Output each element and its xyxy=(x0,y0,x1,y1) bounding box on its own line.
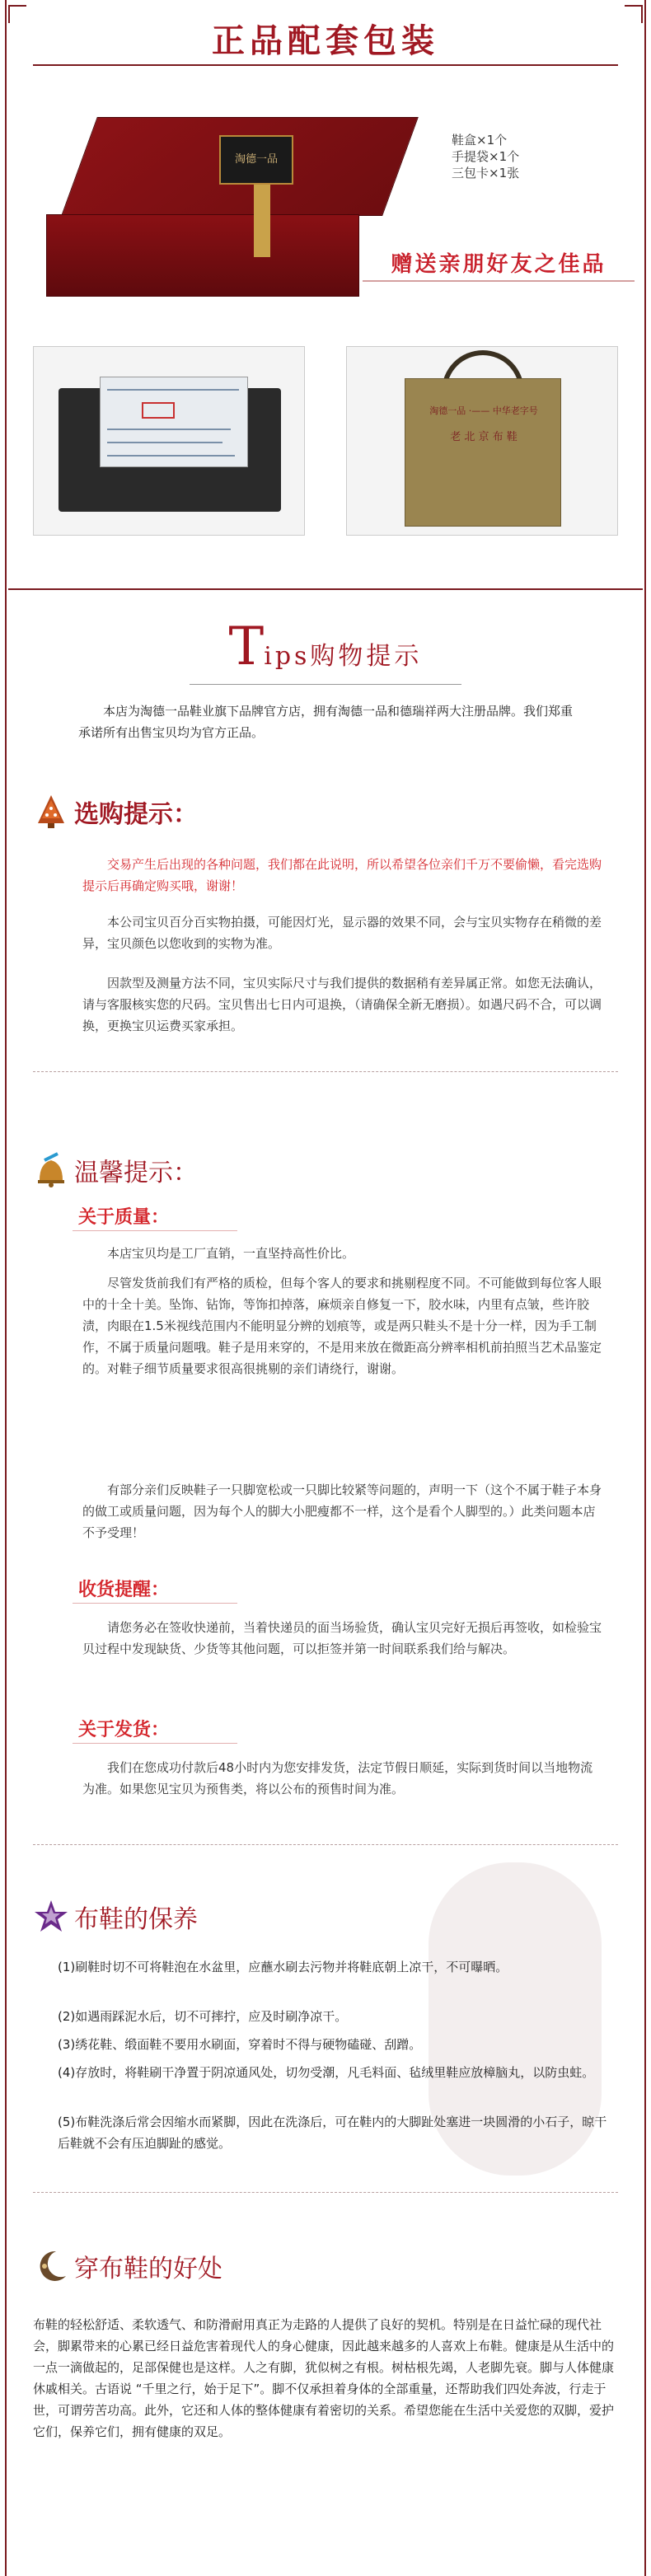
tips-heading xyxy=(0,616,651,677)
red-stamp xyxy=(142,402,175,419)
shipping-title: 关于发货： xyxy=(78,1720,170,1740)
divider xyxy=(73,1230,237,1231)
divider xyxy=(363,280,635,282)
warm-tips-header xyxy=(33,1145,198,1195)
moon-icon xyxy=(33,2248,69,2284)
dashed-divider xyxy=(33,2192,618,2193)
tote-bag-photo xyxy=(346,346,618,536)
star-icon xyxy=(33,1899,69,1935)
tree-icon xyxy=(33,794,69,830)
selection-title: 选购提示： xyxy=(74,800,198,829)
warranty-card-photo xyxy=(33,346,305,536)
shoe-box-image xyxy=(30,92,417,315)
bag-product-text: 老 北 京 布 鞋 xyxy=(450,431,518,443)
quality-paragraph: 有部分亲们反映鞋子一只脚宽松或一只脚比较紧等问题的，声明一下（这个不属于鞋子本身的做工或质量问题，因为每个人的脚大小肥瘦都不一样，这个是看个人脚型的。）此类问题本店不予受理！ xyxy=(82,1482,602,1540)
quality-title: 关于质量： xyxy=(78,1207,170,1228)
bell-icon xyxy=(33,1152,69,1188)
tips-big-letter: T xyxy=(228,616,265,677)
selection-warning: 交易产生后出现的各种问题，我们都在此说明，所以希望各位亲们千万不要偷懒，看完选购提示后再确定购买哦，谢谢！ xyxy=(82,857,602,893)
care-item: (4)存放时，将鞋刷干净置于阴凉通风处，切勿受潮，凡毛料面、毡绒里鞋应放樟脑丸，以防虫蛀。 xyxy=(58,2065,595,2080)
quality-paragraph: 本店宝贝均是工厂直销，一直坚持高性价比。 xyxy=(107,1246,355,1261)
dashed-divider xyxy=(33,1844,618,1845)
care-title: 布鞋的保养 xyxy=(74,1905,198,1934)
card-line xyxy=(107,442,222,443)
gift-slogan: 赠送亲朋好友之佳品 xyxy=(391,252,607,277)
box-ribbon xyxy=(254,183,270,257)
care-item: (3)绣花鞋、缎面鞋不要用水刷面，穿着时不得与硬物磕碰、刮蹭。 xyxy=(58,2037,422,2052)
package-contents-list xyxy=(452,132,519,181)
care-header xyxy=(33,1892,198,1941)
bag-brand-text: 淘德一品 ·—— 中华老字号 xyxy=(429,405,538,416)
box-front xyxy=(46,214,359,297)
selection-header xyxy=(33,787,198,836)
divider xyxy=(73,1743,237,1744)
tote-bag xyxy=(405,378,561,527)
care-item: (2)如遇雨踩泥水后，切不可摔拧，应及时刷净凉干。 xyxy=(58,2009,348,2024)
benefits-paragraph: 布鞋的轻松舒适、柔软透气、和防滑耐用真正为走路的人提供了良好的契机。特别是在日益忙碌的现代社会，脚累带来的心累已经日益危害着现代人的身心健康，因此越来越多的人喜欢上布鞋。健康是从生活中的一点一滴做起的，足部保健也是这样。人之有脚，犹似树之有根。树枯根先竭，人老脚先衰。脚与人体健康休戚相关。古语说 “千里之行，始于足下”。脚不仅承担着身体的全部重量，还帮助我们四处奔波，行走于世，可谓劳苦功高。此外，它还和人体的整体健康有着密切的关系。希望您能在生活中关爱您的双脚，爱护它们，保养它们，拥有健康的双足。 xyxy=(33,2317,615,2439)
selection-paragraph: 本公司宝贝百分百实物拍摄，可能因灯光，显示器的效果不同，会与宝贝实物存在稍微的差异，宝贝颜色以您收到的实物为准。 xyxy=(82,915,602,951)
tips-heading-text: ips购物提示 xyxy=(264,642,423,671)
benefits-title: 穿布鞋的好处 xyxy=(74,2255,222,2283)
box-logo: 淘德一品 xyxy=(219,135,293,185)
card-line xyxy=(107,389,239,391)
card-line xyxy=(107,429,231,430)
care-item: (5)布鞋洗涤后常会因缩水而紧脚，因此在洗涤后，可在鞋内的大脚趾处塞进一块圆滑的小石子，晾干后鞋就不会有压迫脚趾的感觉。 xyxy=(58,2115,607,2151)
section-divider xyxy=(8,588,643,590)
dashed-divider xyxy=(33,1071,618,1072)
store-intro: 本店为淘德一品鞋业旗下品牌官方店，拥有淘德一品和德瑞祥两大注册品牌。我们郑重承诺所有出售宝贝均为官方正品。 xyxy=(78,704,574,740)
receive-paragraph: 请您务必在签收快递前，当着快递员的面当场验货，确认宝贝完好无损后再签收，如检验宝贝过程中发现缺货、少货等其他问题，可以拒签并第一时间联系我们给与解决。 xyxy=(82,1620,602,1656)
divider xyxy=(33,64,618,66)
warm-tips-title: 温馨提示： xyxy=(74,1159,198,1187)
package-item: 鞋盒×1个 xyxy=(452,133,508,148)
shipping-paragraph: 我们在您成功付款后48小时内为您安排发货，法定节假日顺延，实际到货时间以当地物流为准。如果您见宝贝为预售类，将以公布的预售时间为准。 xyxy=(82,1760,593,1796)
package-item: 手提袋×1个 xyxy=(452,149,520,164)
warranty-card xyxy=(100,377,248,467)
benefits-header xyxy=(33,2241,222,2291)
divider xyxy=(73,1603,237,1604)
divider xyxy=(190,684,461,685)
quality-paragraph: 尽管发货前我们有严格的质检，但每个客人的要求和挑剔程度不同。不可能做到每位客人眼中的十全十美。坠饰、钻饰，等饰扣掉落，麻烦亲自修复一下，胶水味，内里有点皱，些许胶渍，肉眼在1.5米视线范围内不能明显分辨的划痕等，或是两只鞋头不是十分一样，因为手工制作，不属于质量问题哦。鞋子是用来穿的，不是用来放在微距高分辨率相机前拍照当艺术品鉴定的。对鞋子细节质量要求很高很挑剔的亲们请绕行，谢谢。 xyxy=(82,1276,602,1376)
packaging-title: 正品配套包装 xyxy=(212,22,439,60)
selection-paragraph: 因款型及测量方法不同，宝贝实际尺寸与我们提供的数据稍有差异属正常。如您无法确认，请与客服核实您的尺码。宝贝售出七日内可退换，（请确保全新无磨损）。如遇尺码不合，可以调换，更换宝贝运费买家承担。 xyxy=(82,976,602,1033)
card-line xyxy=(107,455,235,457)
care-item: (1)刷鞋时切不可将鞋泡在水盆里，应蘸水刷去污物并将鞋底朝上凉干，不可曝晒。 xyxy=(58,1960,508,1974)
package-item: 三包卡×1张 xyxy=(452,166,520,180)
receive-title: 收货提醒： xyxy=(78,1580,170,1600)
